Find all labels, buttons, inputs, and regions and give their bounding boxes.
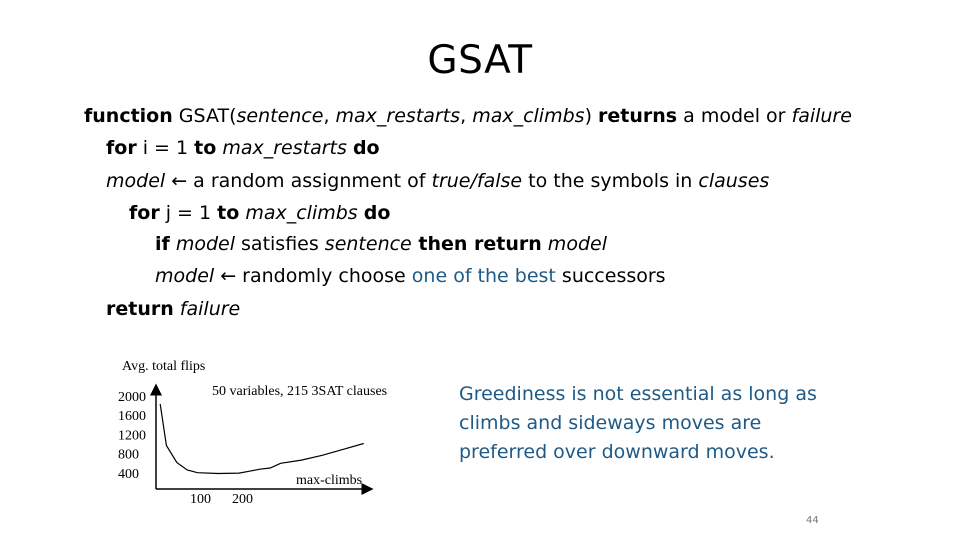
code-line-5	[155, 232, 607, 256]
code-text: ← randomly choose	[214, 265, 412, 287]
param-sentence: sentence	[236, 105, 324, 127]
y-tick-label: 1600	[118, 409, 146, 425]
failure-value: failure	[173, 298, 241, 320]
keyword: then return	[411, 233, 542, 255]
function-name: GSAT(	[172, 105, 237, 127]
flips-chart	[110, 352, 450, 512]
code-line-3	[106, 169, 769, 193]
keyword: return	[106, 298, 174, 320]
comma: ,	[323, 105, 336, 127]
variable: model	[541, 233, 607, 255]
param-max-climbs: max_climbs	[472, 105, 585, 127]
keyword: for	[129, 202, 160, 224]
y-tick-labels	[118, 390, 146, 482]
code-line-4	[129, 201, 390, 225]
slide-title: GSAT	[427, 38, 533, 83]
y-axis-label: Avg. total flips	[122, 359, 206, 374]
y-tick-label: 2000	[118, 390, 146, 405]
code-line-2	[106, 136, 380, 160]
x-tick-label: 200	[232, 492, 253, 507]
code-text: j = 1	[159, 202, 218, 224]
keyword: do	[352, 137, 380, 159]
failure-value: failure	[791, 105, 852, 127]
page-number: 44	[806, 515, 819, 526]
variable: max_restarts	[216, 137, 353, 159]
keyword: if	[155, 233, 170, 255]
code-text: successors	[555, 265, 666, 287]
x-axis-label: max-climbs	[296, 473, 363, 488]
code-text: to the symbols in	[522, 170, 699, 192]
keyword: to	[217, 202, 240, 224]
y-tick-label: 400	[118, 466, 139, 482]
param-max-restarts: max_restarts	[335, 105, 461, 127]
chart-title: 50 variables, 215 3SAT clauses	[212, 384, 388, 399]
code-text: a model or	[677, 105, 792, 127]
greediness-note: Greediness is not essential as long as climbs and sideways moves are preferred over downward moves.	[459, 383, 817, 463]
paren: )	[584, 105, 599, 127]
variable: sentence	[324, 233, 412, 255]
variable: max_climbs	[239, 202, 364, 224]
variable: true/false	[431, 170, 523, 192]
highlighted-text: one of the best	[411, 265, 556, 287]
keyword: for	[106, 137, 137, 159]
keyword: do	[363, 202, 391, 224]
y-tick-label: 1200	[118, 428, 146, 444]
variable: model	[169, 233, 235, 255]
x-tick-labels	[190, 492, 253, 507]
variable: model	[106, 170, 166, 192]
flips-curve	[160, 404, 364, 474]
code-text: i = 1	[136, 137, 195, 159]
code-text: satisfies	[234, 233, 325, 255]
code-line-6	[155, 264, 666, 288]
variable: model	[155, 265, 215, 287]
code-line-7	[106, 297, 240, 321]
comma: ,	[460, 105, 473, 127]
x-tick-label: 100	[190, 492, 211, 507]
keyword: function	[84, 105, 173, 127]
variable: clauses	[698, 170, 770, 192]
keyword: returns	[598, 105, 678, 127]
y-tick-label: 800	[118, 447, 139, 463]
keyword: to	[194, 137, 217, 159]
code-text: ← a random assignment of	[165, 170, 432, 192]
code-line-1	[84, 104, 852, 128]
